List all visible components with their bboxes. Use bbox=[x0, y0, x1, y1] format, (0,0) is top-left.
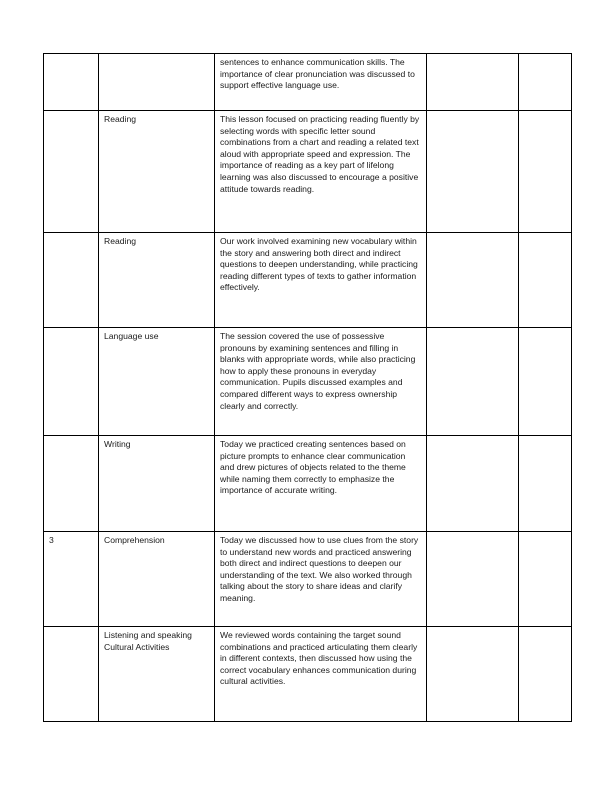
description-cell: The session covered the use of possessive pronouns by examining sentences and filling in blanks with appropriate words, while also practicing how to apply these pronouns in everyday communication. Pupils discussed examples and compared different ways to express ownership clearly and correctly. bbox=[215, 328, 427, 436]
strand-cell: Writing bbox=[99, 436, 215, 532]
empty-cell bbox=[519, 328, 572, 436]
strand-cell bbox=[99, 54, 215, 111]
empty-cell bbox=[427, 627, 519, 722]
strand-cell: Comprehension bbox=[99, 532, 215, 627]
table-row bbox=[44, 233, 572, 328]
empty-cell bbox=[519, 436, 572, 532]
week-cell bbox=[44, 436, 99, 532]
description-cell: This lesson focused on practicing reading fluently by selecting words with specific letter sound combinations from a chart and reading a related text aloud with appropriate speed and expression. The importance of reading as a key part of lifelong learning was also discussed to encourage a positive attitude towards reading. bbox=[215, 111, 427, 233]
empty-cell bbox=[519, 532, 572, 627]
table-row bbox=[44, 111, 572, 233]
table-row bbox=[44, 54, 572, 111]
week-cell bbox=[44, 54, 99, 111]
week-cell bbox=[44, 233, 99, 328]
empty-cell bbox=[427, 436, 519, 532]
table-row bbox=[44, 627, 572, 722]
week-cell bbox=[44, 328, 99, 436]
strand-cell: Language use bbox=[99, 328, 215, 436]
empty-cell bbox=[427, 111, 519, 233]
table-row bbox=[44, 532, 572, 627]
description-cell: Our work involved examining new vocabulary within the story and answering both direct and indirect questions to deepen understanding, while practicing reading different types of texts to gather information effectively. bbox=[215, 233, 427, 328]
empty-cell bbox=[427, 233, 519, 328]
empty-cell bbox=[427, 328, 519, 436]
empty-cell bbox=[427, 54, 519, 111]
table-row bbox=[44, 436, 572, 532]
empty-cell bbox=[519, 233, 572, 328]
empty-cell bbox=[427, 532, 519, 627]
week-cell bbox=[44, 111, 99, 233]
description-cell: Today we practiced creating sentences based on picture prompts to enhance clear communication and drew pictures of objects related to the theme while naming them correctly to emphasize the importance of accurate writing. bbox=[215, 436, 427, 532]
description-cell: We reviewed words containing the target sound combinations and practiced articulating them clearly in different contexts, then discussed how using the correct vocabulary enhances communication during cultural activities. bbox=[215, 627, 427, 722]
strand-cell: Reading bbox=[99, 111, 215, 233]
table-row bbox=[44, 328, 572, 436]
empty-cell bbox=[519, 54, 572, 111]
lesson-plan-table bbox=[43, 53, 572, 722]
strand-cell: Listening and speaking Cultural Activities bbox=[99, 627, 215, 722]
strand-cell: Reading bbox=[99, 233, 215, 328]
week-cell: 3 bbox=[44, 532, 99, 627]
description-cell: Today we discussed how to use clues from the story to understand new words and practiced answering both direct and indirect questions to deepen our understanding of the text. We also worked through talking about the story to share ideas and clarify meaning. bbox=[215, 532, 427, 627]
week-cell bbox=[44, 627, 99, 722]
empty-cell bbox=[519, 627, 572, 722]
description-cell: sentences to enhance communication skills. The importance of clear pronunciation was discussed to support effective language use. bbox=[215, 54, 427, 111]
empty-cell bbox=[519, 111, 572, 233]
